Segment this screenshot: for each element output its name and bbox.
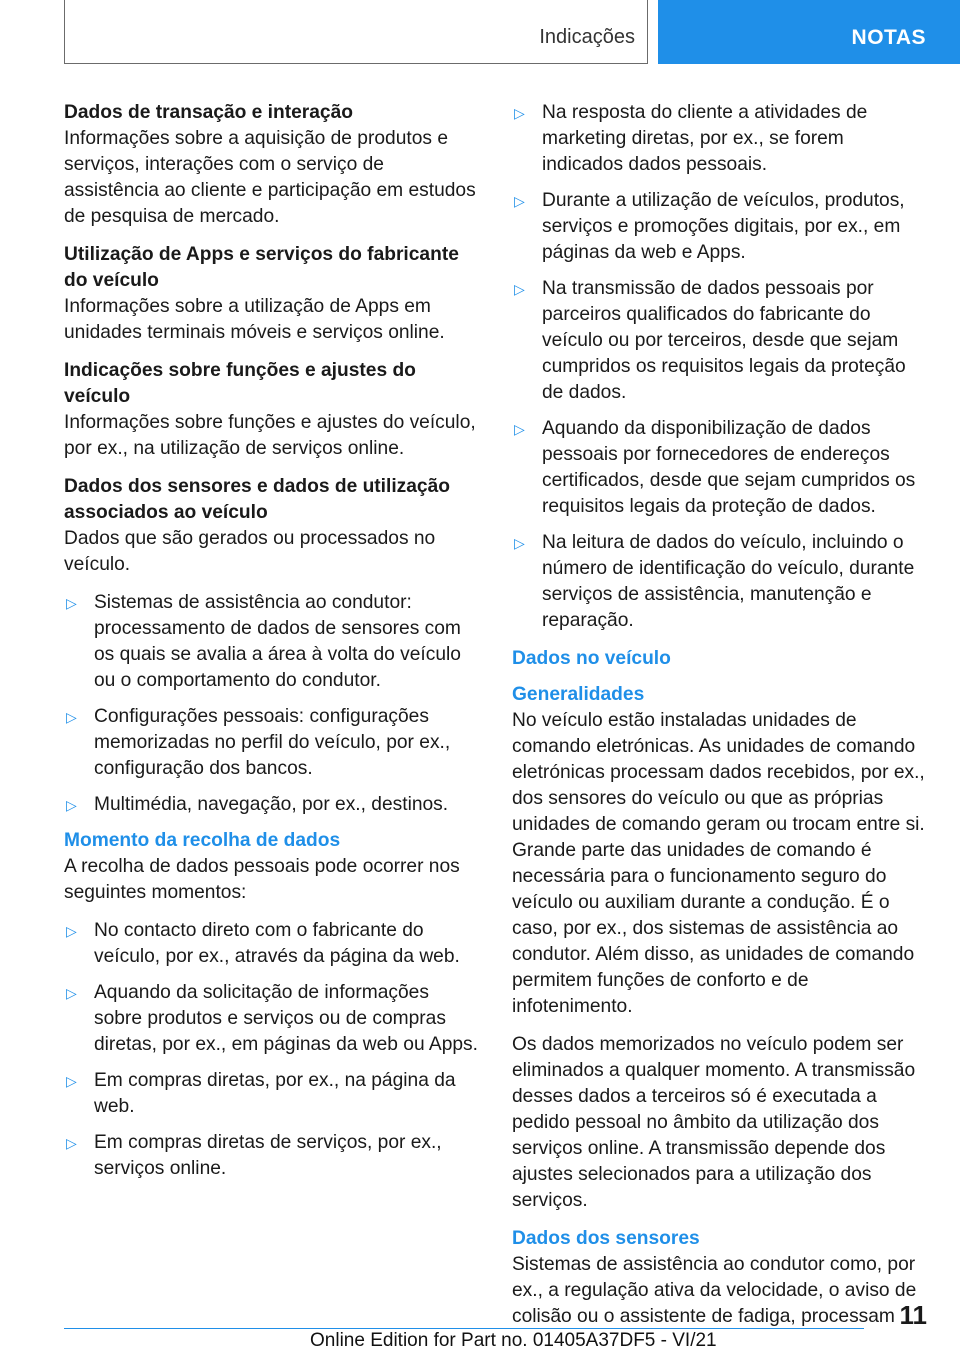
list-sensors-usage: [64, 590, 480, 818]
triangle-right-icon: ▷: [514, 535, 525, 551]
paragraph-sensor-data: Sistemas de assistência ao condutor como, por ex., a regulação ativa da velocidade, o aviso de colisão ou o assistente de fadiga, processam: [512, 1254, 917, 1327]
paragraph-transaction: Informações sobre a aquisição de produtos e serviços, interações com o serviço de assistência ao cliente e participação em estudos de pesquisa de mercado.: [64, 128, 476, 227]
paragraph-apps: Informações sobre a utilização de Apps em unidades terminais móveis e serviços online.: [64, 296, 445, 343]
list-item: ▷ Configurações pessoais: configurações memorizadas no perfil do veículo, por ex., configuração dos bancos.: [66, 706, 451, 779]
heading-general: Generalidades: [512, 684, 645, 705]
heading-functions: Indicações sobre funções e ajustes do veículo: [64, 360, 416, 407]
list-item: ▷ Na leitura de dados do veículo, incluindo o número de identificação do veículo, durante serviços de assistência, manutenção e reparação.: [514, 532, 915, 631]
section-title: Indicações: [539, 26, 635, 48]
right-column: [512, 100, 928, 1330]
list-item: ▷ Em compras diretas, por ex., na página da web.: [66, 1070, 456, 1117]
triangle-right-icon: ▷: [66, 595, 77, 611]
list-item: ▷ Aquando da solicitação de informações sobre produtos e serviços ou de compras diretas, por ex., em páginas da web ou Apps.: [66, 982, 478, 1055]
left-column: [64, 100, 480, 1192]
triangle-right-icon: ▷: [514, 281, 525, 297]
paragraph-sensors-usage: Dados que são gerados ou processados no veículo.: [64, 528, 436, 575]
list-item: ▷ Durante a utilização de veículos, produtos, serviços e promoções digitais, por ex., em páginas da web e Apps.: [514, 190, 905, 263]
list-item: ▷ Aquando da disponibilização de dados pessoais por fornecedores de endereços certificados, desde que sejam cumpridos os requisitos legais da proteção de dados.: [514, 418, 916, 517]
list-item: ▷ Sistemas de assistência ao condutor: processamento de dados de sensores com os quais se avalia a área à volta do veículo ou o comportamento do condutor.: [66, 592, 461, 691]
triangle-right-icon: ▷: [66, 1135, 77, 1151]
list-item: ▷ Na resposta do cliente a atividades de marketing diretas, por ex., se forem indicados dados pessoais.: [514, 102, 868, 175]
edition-label: Online Edition for Part no. 01405A37DF5 - VI/21: [310, 1330, 717, 1351]
triangle-right-icon: ▷: [514, 193, 525, 209]
heading-collection-moment: Momento da recolha de dados: [64, 830, 341, 851]
list-item: ▷ Em compras diretas de serviços, por ex., serviços online.: [66, 1132, 442, 1179]
list-item: ▷ Multimédia, navegação, por ex., destinos.: [64, 792, 480, 818]
triangle-right-icon: ▷: [66, 923, 77, 939]
paragraph-general-2: Os dados memorizados no veículo podem ser eliminados a qualquer momento. A transmissão desses dados a terceiros só é executada a pedido pessoal no âmbito da utilização dos serviços online. A transmissão depende dos ajustes selecionados para a utilização dos serviços.: [512, 1034, 916, 1211]
heading-sensor-data: Dados dos sensores: [512, 1228, 700, 1249]
list-item: ▷ No contacto direto com o fabricante do veículo, por ex., através da página da web.: [66, 920, 460, 967]
footer-divider: [64, 1328, 864, 1329]
heading-transaction: Dados de transação e interação: [64, 102, 353, 123]
triangle-right-icon: ▷: [66, 985, 77, 1001]
list-collection-moment-cont: [512, 100, 928, 634]
triangle-right-icon: ▷: [514, 421, 525, 437]
list-collection-moment: [64, 918, 480, 1182]
triangle-right-icon: ▷: [514, 105, 525, 121]
heading-vehicle-data: Dados no veículo: [512, 648, 671, 669]
heading-apps: Utilização de Apps e serviços do fabricante do veículo: [64, 244, 459, 291]
triangle-right-icon: ▷: [66, 797, 77, 813]
list-item: ▷ Na transmissão de dados pessoais por parceiros qualificados do fabricante do veículo ou por terceiros, desde que sejam cumpridos os requisitos legais da proteção de dados.: [514, 278, 906, 403]
triangle-right-icon: ▷: [66, 709, 77, 725]
page-number: 11: [899, 1300, 927, 1330]
section-tab[interactable]: NOTAS: [658, 0, 960, 64]
triangle-right-icon: ▷: [66, 1073, 77, 1089]
paragraph-functions: Informações sobre funções e ajustes do veículo, por ex., na utilização de serviços online.: [64, 412, 476, 459]
paragraph-collection-moment: A recolha de dados pessoais pode ocorrer nos seguintes momentos:: [64, 856, 460, 903]
paragraph-general-1: No veículo estão instaladas unidades de comando eletrónicas. As unidades de comando eletrónicas processam dados recebidos, por ex., dos sensores do veículo ou que as próprias unidades de comando geram ou trocam entre si. Grande parte das unidades de comando é necessária para o funcionamento seguro do veículo ou auxiliam durante a condução. É o caso, por ex., dos sistemas de assistência ao condutor. Além disso, as unidades de comando permitem funções de conforto e de infotenimento.: [512, 710, 925, 1017]
header-section-box: [64, 0, 648, 64]
heading-sensors-usage: Dados dos sensores e dados de utilização associados ao veículo: [64, 476, 450, 523]
